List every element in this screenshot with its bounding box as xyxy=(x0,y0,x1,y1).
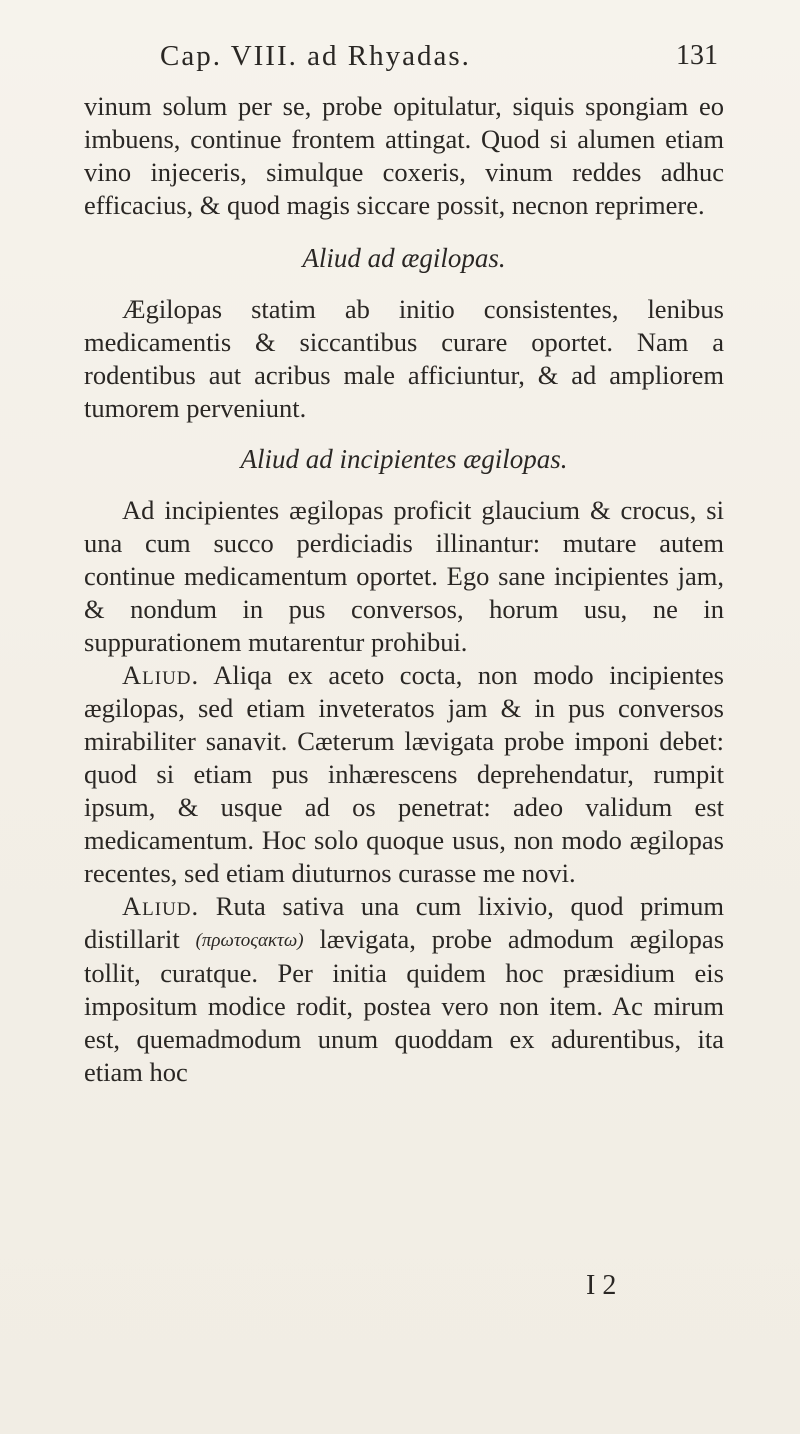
lead-word-aliud: Aliud. xyxy=(122,891,200,921)
greek-term: (πρωτοςακτω) xyxy=(195,930,304,951)
section-heading-aegilopas: Aliud ad ægilopas. xyxy=(302,243,506,273)
paragraph-text: Aliqa ex aceto cocta, non modo incipientes ægilopas, sed etiam inveteratos jam & in pus conversos mirabiliter sanavit. Cæterum lævigata probe imponi debet: quod si etiam pus inhærescens deprehendatur, rumpit ipsum, & usque ad os penetrat: adeo validum est medicamentum. Hoc solo quoque usus, non modo ægilopas recentes, sed etiam diuturnos curasse me novi. xyxy=(84,660,724,888)
text-block xyxy=(84,90,724,1089)
page-number: 131 xyxy=(676,40,718,71)
paragraph-text: Ruta sativa una cum lixivio, quod primum distillarit xyxy=(84,891,724,954)
running-head xyxy=(0,40,800,80)
section-heading-incipientes: Aliud ad incipientes ægilopas. xyxy=(240,444,568,474)
paragraph-aliud-ruta xyxy=(84,890,724,1089)
paragraph-aegilopas: Ægilopas statim ab initio consistentes, lenibus medicamentis & siccantibus curare oportet. Nam a rodentibus aut acribus male afficiuntur, & ad ampliorem tumorem perveniunt. xyxy=(84,294,724,423)
lead-word-aliud: Aliud. xyxy=(122,660,200,690)
signature-mark: I 2 xyxy=(586,1270,617,1301)
paragraph-aliud-alica xyxy=(84,659,724,890)
paragraph-text: lævigata, probe admodum ægilopas tollit, curatque. Per initia quidem hoc præsidium eis impositum modice rodit, postea vero non item. Ac mirum est, quemadmodum unum quoddam ex adurentibus, ita etiam hoc xyxy=(84,924,725,1087)
paragraph-continuation: vinum solum per se, probe opitulatur, siquis spongiam eo imbuens, continue frontem attingat. Quod si alumen etiam vino injeceris, simulque coxeris, vinum reddes adhuc efficacius, & quod magis siccare possit, necnon reprimere. xyxy=(84,91,724,220)
paragraph-incipientes: Ad incipientes ægilopas proficit glaucium & crocus, si una cum succo perdiciadis illinantur: mutare autem continue medicamentum oportet. Ego sane incipientes jam, & nondum in pus conversos, horum usu, ne in suppurationem mutarentur prohibui. xyxy=(84,495,724,657)
running-title: Cap. VIII. ad Rhyadas. xyxy=(160,40,471,72)
